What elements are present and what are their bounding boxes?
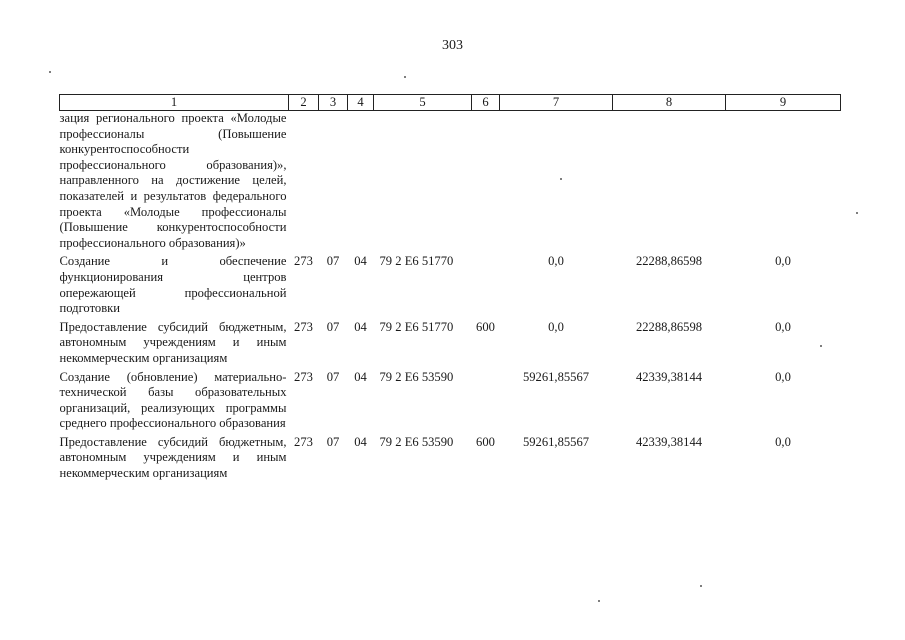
cell-target-article: 79 2 Е6 53590	[379, 434, 454, 449]
column-header: 5	[374, 95, 472, 111]
cell-section: 07	[326, 369, 340, 384]
column-header: 8	[613, 95, 726, 111]
column-header: 1	[60, 95, 289, 111]
cell-ministry: 273	[294, 319, 313, 334]
cell-value-7: 0,0	[548, 254, 564, 269]
table-row	[60, 251, 841, 316]
cell-subsection: 04	[354, 319, 367, 334]
scan-speck	[49, 71, 51, 73]
cell-ministry: 273	[294, 369, 313, 384]
cell-value-9: 0,0	[775, 319, 791, 334]
continuation-text: зация регионального проекта «Молодые профессионалы (Повышение конкурентоспособности профессионального образования)», направленного на достижение целей, показателей и результатов федерального проекта «Молодые профессионалы (Повышение конкурентоспособности профессионального образования)»	[59, 111, 287, 250]
cell-section: 07	[326, 434, 340, 449]
cell-subsection: 04	[354, 434, 367, 449]
cell-value-9: 0,0	[775, 254, 791, 269]
cell-value-9: 0,0	[775, 434, 791, 449]
table-header-row	[60, 95, 841, 111]
column-header: 2	[289, 95, 319, 111]
cell-value-8: 42339,38144	[635, 369, 703, 384]
cell-target-article: 79 2 Е6 53590	[379, 369, 454, 384]
cell-target-article: 79 2 Е6 51770	[379, 254, 454, 269]
row-name: Предоставление субсидий бюджетным, автономным учреждениям и иным некоммерческим организациям	[59, 434, 287, 481]
cell-value-7: 0,0	[548, 319, 564, 334]
scan-speck	[560, 178, 562, 180]
row-name: Создание (обновление) материально-технической базы образовательных организаций, реализующих программы среднего профессионального образования	[59, 369, 287, 431]
row-name: Предоставление субсидий бюджетным, автономным учреждениям и иным некоммерческим организациям	[59, 319, 287, 365]
cell-expense-type	[472, 251, 500, 316]
table-row	[60, 432, 841, 482]
cell-subsection: 04	[354, 369, 367, 384]
column-header: 3	[319, 95, 348, 111]
scan-speck	[856, 212, 858, 214]
column-header: 6	[472, 95, 500, 111]
cell-value-7: 59261,85567	[522, 369, 590, 384]
cell-section: 07	[326, 319, 340, 334]
budget-table	[59, 94, 841, 482]
column-header: 7	[500, 95, 613, 111]
row-name: Создание и обеспечение функционирования центров опережающей профессиональной подготовки	[59, 254, 287, 316]
cell-ministry: 273	[294, 434, 313, 449]
scan-speck	[700, 585, 702, 587]
cell-value-8: 22288,86598	[635, 254, 703, 269]
page-number: 303	[442, 38, 463, 53]
scan-speck	[598, 600, 600, 602]
cell-expense-type: 600	[476, 434, 495, 449]
cell-section: 07	[326, 254, 340, 269]
scan-speck	[404, 76, 406, 78]
cell-target-article: 79 2 Е6 51770	[379, 319, 454, 334]
cell-value-9: 0,0	[775, 369, 791, 384]
cell-value-7: 59261,85567	[522, 434, 590, 449]
table-row	[60, 317, 841, 367]
table-row	[60, 111, 841, 252]
cell-subsection: 04	[354, 254, 367, 269]
column-header: 4	[348, 95, 374, 111]
scan-speck	[820, 345, 822, 347]
cell-value-8: 22288,86598	[635, 319, 703, 334]
column-header: 9	[726, 95, 841, 111]
table-row	[60, 367, 841, 432]
cell-expense-type: 600	[476, 319, 495, 334]
cell-expense-type	[472, 367, 500, 432]
cell-ministry: 273	[294, 254, 313, 269]
cell-value-8: 42339,38144	[635, 434, 703, 449]
